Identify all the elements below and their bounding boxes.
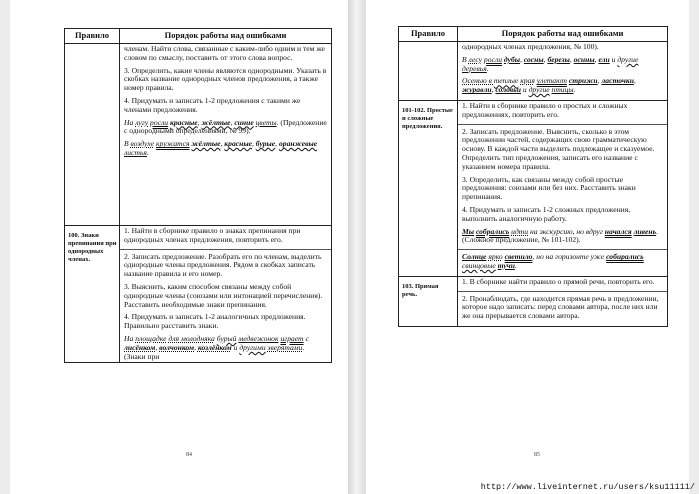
example-sentence: В воздухе кружатся жёлтые, красные, бурые, оранжевые листья. bbox=[124, 139, 318, 157]
header-rule: Правило bbox=[65, 29, 120, 44]
rule-cell: 103. Прямая речь. bbox=[399, 276, 458, 326]
rule-cell bbox=[399, 42, 458, 101]
left-page-edge bbox=[0, 0, 10, 494]
header-procedure: Порядок работы над ошибками bbox=[120, 29, 332, 44]
step-text: членам. Найти слова, связанные с каким-либо одним и тем же словом по смыслу, поставить от этого слова вопрос. bbox=[124, 44, 325, 62]
step-text: 4. Придумать и записать 1-2 аналогичных предложения. Правильно расставить знаки. bbox=[124, 312, 306, 331]
step-text: однородных членах предложения, № 100). bbox=[462, 42, 599, 51]
example-sentence: Осенью в теплые края улетают стрижи, ласточки, журавли, соловьи и другие птицы. bbox=[462, 76, 636, 95]
step-text: 1. В сборнике найти правило о прямой речи, повторить его. bbox=[462, 276, 655, 286]
rule-cell bbox=[65, 44, 120, 226]
example-sentence: Солнце ярко светило, но на горизонте уже собирались свинцовые тучи. bbox=[462, 252, 644, 270]
step-text: 1. Найти в сборнике правило о простых и сложных предложениях, повторить его. bbox=[462, 100, 628, 119]
example-sentence: На лугу росли красные, жёлтые, синие цветы. (Предложение с однородными определениями, № 99). bbox=[124, 117, 327, 136]
rule-cell: 100. Знаки препинания при однородных членах. bbox=[65, 226, 120, 363]
step-text: 3. Выяснить, каким способом связаны между собой однородные члены (союзами или интонацией перечисления). Расставить необходимые знаки препинания. bbox=[124, 281, 323, 309]
page-number: 85 bbox=[534, 452, 540, 458]
step-text: 2. Записать предложение. Выяснить, сколько в этом предложении частей, содержащих свою грамматическую основу. В каждой части выделить подлежащее и сказуемое. Определить тип предложения, записать его название с указанием номера правила. bbox=[462, 126, 655, 171]
right-table bbox=[398, 26, 668, 327]
divider bbox=[120, 249, 331, 250]
procedure-cell bbox=[120, 44, 332, 226]
right-page bbox=[368, 4, 688, 464]
table-row bbox=[399, 42, 668, 101]
left-page bbox=[10, 4, 346, 464]
step-text: 4. Придумать и записать 1-2 сложных предложения, выполнить аналогичную работу. bbox=[462, 204, 631, 223]
example-sentence: В лесу росли дубы, сосны, березы, осины, ели и другие деревья. bbox=[462, 54, 639, 73]
example-sentence: Мы собрались идти на экскурсию, но вдруг начался ливень. (Сложное предложение, № 101-102). bbox=[462, 226, 658, 245]
step-text: 3. Определить, какие члены являются однородными. Указать в скобках название однородных членов предложения, а также номер правила. bbox=[124, 65, 327, 93]
header-rule: Правило bbox=[399, 27, 458, 42]
procedure-cell bbox=[458, 100, 668, 276]
table-header-row bbox=[65, 29, 332, 44]
page-number: 84 bbox=[186, 452, 192, 458]
procedure-cell bbox=[120, 226, 332, 363]
table-row bbox=[65, 44, 332, 226]
table-header-row bbox=[399, 27, 668, 42]
step-text: 4. Придумать и записать 1-2 предложения с такими же членами предложения. bbox=[124, 95, 301, 114]
table-row bbox=[399, 100, 668, 276]
step-text: 2. Записать предложение. Разобрать его по членам, выделить однородные члены предложения. Рядом в скобках записать название правила и его номер. bbox=[124, 251, 322, 279]
rule-cell: 101-102. Простые и сложные предложения. bbox=[399, 100, 458, 276]
header-procedure: Порядок работы над ошибками bbox=[458, 27, 668, 42]
book-spine bbox=[348, 0, 366, 494]
table-row bbox=[65, 226, 332, 363]
divider bbox=[458, 291, 667, 292]
procedure-cell bbox=[458, 276, 668, 326]
procedure-cell bbox=[458, 42, 668, 101]
step-text: 2. Пронаблюдать, где находится прямая речь в предложении, которое надо записать: перед словами автора, после них или же она прерывается словами автора. bbox=[462, 293, 659, 321]
left-table bbox=[64, 28, 332, 363]
watermark-url: http://www.liveinternet.ru/users/ksu11111/ bbox=[480, 482, 695, 492]
example-sentence: На площадке для молодняка бурый медвежонок играет с лисёнком, волчонком, козлёнком и другими зверятами. (Знаки при bbox=[124, 333, 309, 361]
step-text: 1. Найти в сборнике правило о знаках препинания при однородных членах предложения, повторить его. bbox=[124, 226, 301, 244]
right-page-edge bbox=[689, 0, 699, 494]
divider bbox=[458, 124, 667, 125]
step-text: 3. Определить, как связаны между собой простые предложения: союзами или без них. Расставить знаки препинания. bbox=[462, 174, 636, 202]
table-row bbox=[399, 276, 668, 326]
divider bbox=[458, 249, 667, 250]
